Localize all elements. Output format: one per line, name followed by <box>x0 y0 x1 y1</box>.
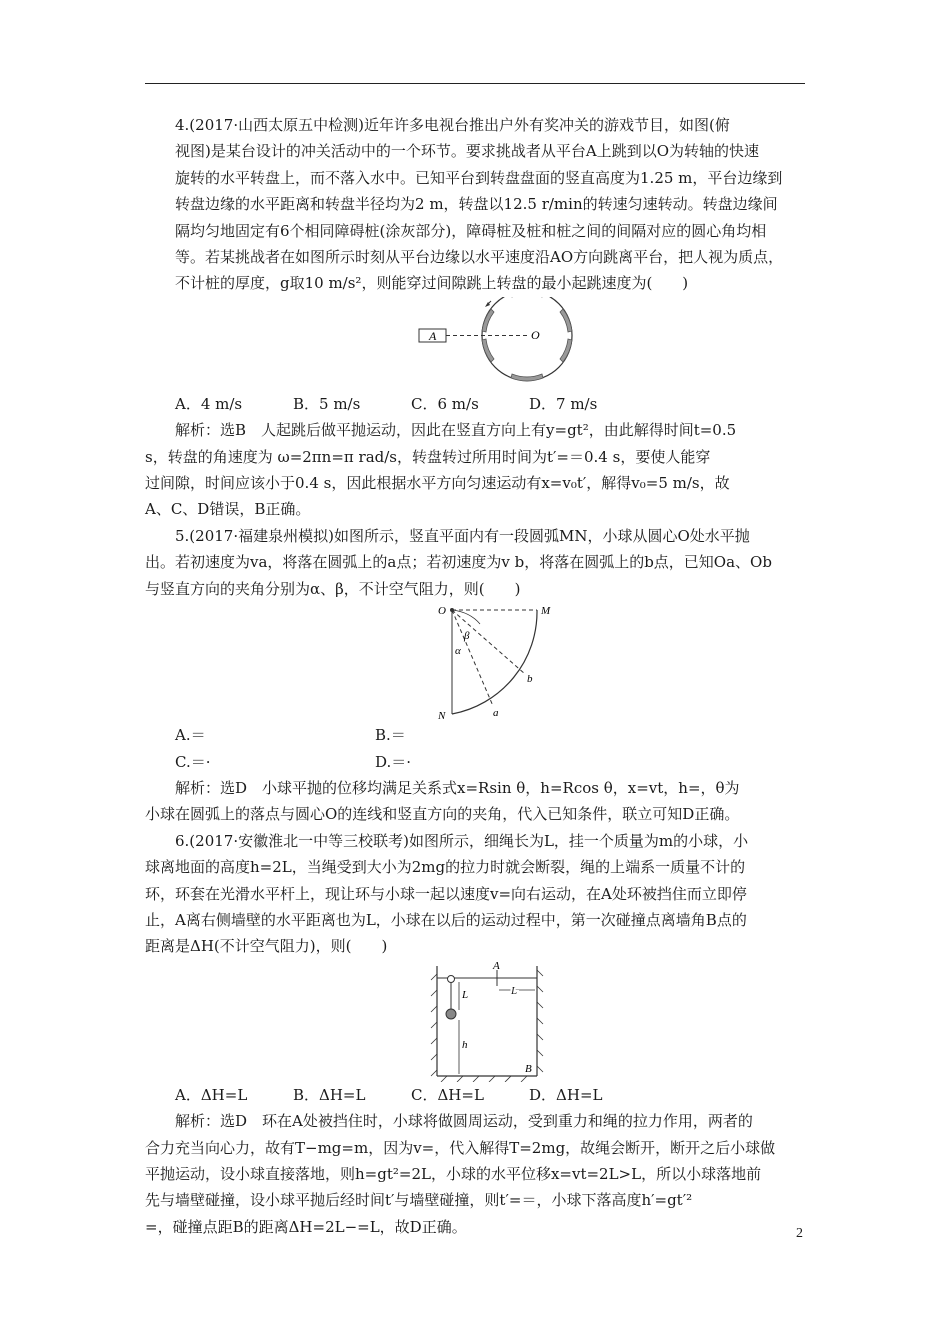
q4-options <box>175 391 807 417</box>
q6-solution-line: 合力充当向心力，故有T−mg=m，因为v=，代入解得T=2mg，故绳会断开，断开之后小球做 <box>145 1138 776 1157</box>
q6-solution-line: 平抛运动，设小球直接落地，则h=gt²=2L，小球的水平位移x=vt=2L>L，所以小球落地前 <box>145 1164 762 1183</box>
q5-solution-line: 解析：选D 小球平抛的位移均满足关系式x=Rsin θ，h=Rcos θ，x=vt，h=，θ为 <box>175 778 740 797</box>
q4-option-b: B．5 m/s <box>293 394 361 413</box>
a-label: a <box>493 707 499 720</box>
l2-label: L <box>511 984 518 997</box>
q6-solution-line: 先与墙壁碰撞，设小球平抛后经时间t′与墙壁碰撞，则t′=＝，小球下落高度h′=gt′² <box>145 1191 693 1210</box>
q4-option-c: C．6 m/s <box>411 394 479 413</box>
q4-line: 视图)是某台设计的冲关活动中的一个环节。要求挑战者从平台A上跳到以O为转轴的快速 <box>175 142 759 161</box>
arc-mn <box>452 610 537 714</box>
q4-line: 转盘边缘的水平距离和转盘半径均为2 m，转盘以12.5 r/min的转速匀速转动。转盘边缘间 <box>175 195 778 214</box>
center-label: O <box>531 327 540 342</box>
turntable-circle <box>482 297 572 381</box>
l1-label: L <box>462 988 469 1001</box>
q4-solution-line: A、C、D错误，B正确。 <box>145 500 311 519</box>
a-label: A <box>493 959 500 972</box>
q6-option-d: D．ΔH=L <box>529 1085 603 1104</box>
b-label: B <box>525 1062 532 1075</box>
q4-line: 隔均匀地固定有6个相同障碍桩(涂灰部分)，障碍桩及桩和桩之间的间隔对应的圆心角均相 <box>175 221 767 240</box>
wall-diagram <box>175 960 807 1082</box>
q5-options-row2 <box>175 749 807 775</box>
q6-solution-line: 解析：选D 环在A处被挡住时，小球将做圆周运动，受到重力和绳的拉力作用，两者的 <box>175 1112 753 1131</box>
q5-solution-line: 小球在圆弧上的落点与圆心O的连线和竖直方向的夹角，代入已知条件，联立可知D正确。 <box>145 805 740 824</box>
q4-line: 旋转的水平转盘上，而不落入水中。已知平台到转盘盘面的竖直高度为1.25 m，平台边缘到 <box>175 168 783 187</box>
b-label: b <box>527 673 533 686</box>
oa-line <box>452 610 493 706</box>
q5-option-b: B.＝ <box>375 726 406 745</box>
q4-line: 不计桩的厚度，g取10 m/s²，则能穿过间隙跳上转盘的最小起跳速度为( ) <box>175 274 689 293</box>
q5-option-a: A.＝ <box>175 726 206 745</box>
q4-line: 等。若某挑战者在如图所示时刻从平台边缘以水平速度沿AO方向跳离平台，把人视为质点， <box>175 248 784 267</box>
ob-line <box>452 610 525 674</box>
question-5 <box>145 523 807 602</box>
q4-line: 4.(2017·山西太原五中检测)近年许多电视台推出户外有奖冲关的游戏节目，如图(俯 <box>175 116 730 134</box>
alpha-label: α <box>455 645 461 658</box>
q5-option-c: C.＝· <box>175 752 211 771</box>
q4-solution-line: 过间隙，时间应该小于0.4 s，因此根据水平方向匀速运动有x=v₀t′，解得v₀=5 m/s，故 <box>145 474 730 493</box>
q6-option-a: A．ΔH=L <box>175 1085 248 1104</box>
ring <box>448 975 455 982</box>
page-number: 2 <box>796 1226 803 1241</box>
q5-options-row1 <box>175 722 807 748</box>
q6-line: 环，环套在光滑水平杆上，现让环与小球一起以速度v=向右运动，在A处环被挡住而立即停 <box>145 884 747 903</box>
q6-solution <box>145 1108 807 1240</box>
question-6 <box>145 828 807 960</box>
trajectory <box>452 610 480 624</box>
arc-diagram <box>175 602 807 722</box>
o-label: O <box>438 605 446 618</box>
header-rule <box>145 83 805 84</box>
q6-line: 距离是ΔH(不计空气阻力)，则( ) <box>145 937 388 956</box>
q4-solution <box>145 417 807 523</box>
q6-line: 球离地面的高度h=2L，当绳受到大小为2mg的拉力时就会断裂，绳的上端系一质量不计的 <box>145 858 746 877</box>
ball <box>446 1009 456 1019</box>
question-4 <box>175 112 807 297</box>
q6-figure <box>175 960 807 1082</box>
page-body <box>145 112 807 1240</box>
q6-option-b: B．ΔH=L <box>293 1085 366 1104</box>
q4-solution-line: 解析：选B 人起跳后做平抛运动，因此在竖直方向上有y=gt²，由此解得时间t=0.5 <box>175 421 737 440</box>
q5-line: 与竖直方向的夹角分别为α、β，不计空气阻力，则( ) <box>145 579 521 598</box>
q6-line: 止，A离右侧墙壁的水平距离也为L，小球在以后的运动过程中，第一次碰撞点离墙角B点的 <box>145 910 747 929</box>
platform-label: A <box>429 328 437 343</box>
q5-figure <box>175 602 807 722</box>
q5-option-d: D.＝· <box>375 752 412 771</box>
q4-figure <box>175 297 807 391</box>
q5-line: 5.(2017·福建泉州模拟)如图所示，竖直平面内有一段圆弧MN，小球从圆心O处水平抛 <box>175 526 750 545</box>
q4-option-d: D．7 m/s <box>529 394 598 413</box>
h-label: h <box>462 1038 468 1051</box>
q5-solution <box>145 775 807 828</box>
q5-line: 出。若初速度为va，将落在圆弧上的a点；若初速度为v b，将落在圆弧上的b点，已知Oa、Ob <box>145 553 772 572</box>
n-label: N <box>438 710 446 723</box>
m-label: M <box>541 605 551 618</box>
obstacle <box>511 374 543 381</box>
beta-label: β <box>464 630 470 643</box>
turntable-diagram <box>175 297 807 391</box>
q6-options <box>175 1082 807 1108</box>
q6-option-c: C．ΔH=L <box>411 1085 484 1104</box>
q4-solution-line: s，转盘的角速度为 ω=2πn=π rad/s，转盘转过所用时间为t′=＝0.4 s，要使人能穿 <box>145 447 711 466</box>
q6-solution-line: =，碰撞点距B的距离ΔH=2L−=L，故D正确。 <box>145 1217 467 1236</box>
q4-option-a: A．4 m/s <box>175 394 243 413</box>
o-point <box>450 608 454 612</box>
q6-line: 6.(2017·安徽淮北一中等三校联考)如图所示，细绳长为L，挂一个质量为m的小球，小 <box>175 831 749 850</box>
